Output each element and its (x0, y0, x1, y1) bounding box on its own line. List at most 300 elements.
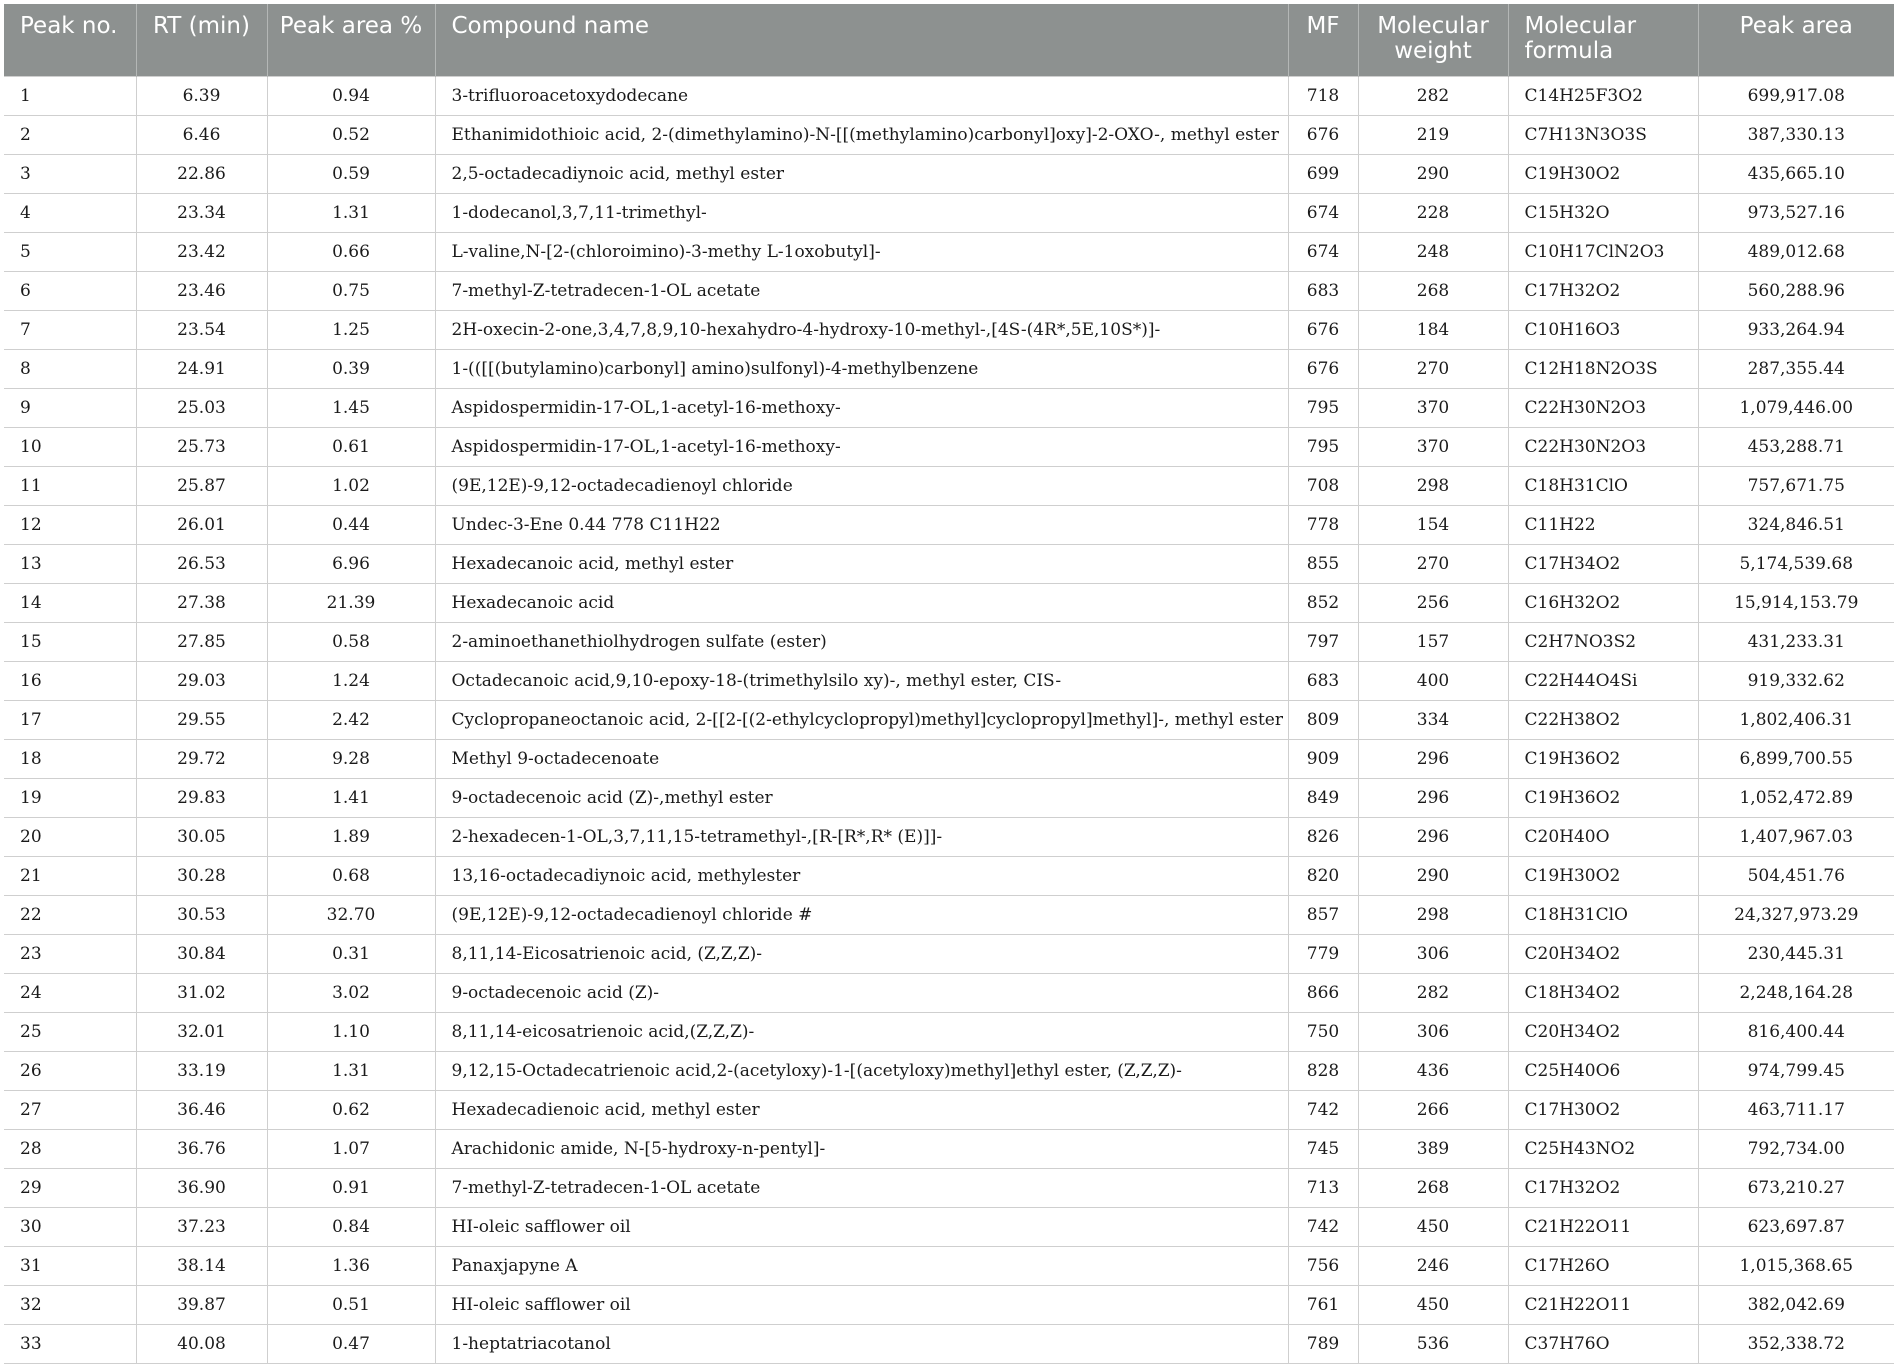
table-row (4, 1129, 1894, 1168)
compound-name-cell: 9,12,15-Octadecatrienoic acid,2-(acetyloxy)-1-[(acetyloxy)methyl]ethyl ester, (Z,Z,Z)- (435, 1051, 1288, 1090)
mf-cell: 909 (1288, 739, 1358, 778)
molecular-formula-cell: C17H32O2 (1508, 271, 1698, 310)
table-row (4, 856, 1894, 895)
molecular-weight-cell: 248 (1358, 232, 1508, 271)
rt-cell: 29.03 (136, 661, 267, 700)
header-rt: RT (min) (136, 4, 267, 76)
table-row (4, 700, 1894, 739)
peak-area-cell: 1,052,472.89 (1698, 778, 1894, 817)
mf-cell: 676 (1288, 115, 1358, 154)
rt-cell: 22.86 (136, 154, 267, 193)
molecular-formula-cell: C22H44O4Si (1508, 661, 1698, 700)
table-row (4, 310, 1894, 349)
molecular-formula-cell: C7H13N3O3S (1508, 115, 1698, 154)
molecular-formula-cell: C18H34O2 (1508, 973, 1698, 1012)
peak-area-percent-cell: 0.66 (267, 232, 435, 271)
compound-name-cell: 3-trifluoroacetoxydodecane (435, 76, 1288, 115)
table-row (4, 661, 1894, 700)
peak-area-percent-cell: 0.58 (267, 622, 435, 661)
peak-area-percent-cell: 0.84 (267, 1207, 435, 1246)
table-row (4, 1207, 1894, 1246)
compound-name-cell: 1-heptatriacotanol (435, 1324, 1288, 1363)
molecular-formula-cell: C18H31ClO (1508, 466, 1698, 505)
peak-no-cell: 20 (4, 817, 136, 856)
molecular-weight-cell: 306 (1358, 934, 1508, 973)
mf-cell: 676 (1288, 310, 1358, 349)
molecular-weight-cell: 298 (1358, 466, 1508, 505)
molecular-formula-cell: C21H22O11 (1508, 1207, 1698, 1246)
peak-no-cell: 7 (4, 310, 136, 349)
table-row (4, 271, 1894, 310)
molecular-formula-cell: C25H40O6 (1508, 1051, 1698, 1090)
peak-area-percent-cell: 0.61 (267, 427, 435, 466)
molecular-weight-cell: 268 (1358, 271, 1508, 310)
molecular-weight-cell: 334 (1358, 700, 1508, 739)
peak-area-cell: 1,407,967.03 (1698, 817, 1894, 856)
peak-area-cell: 919,332.62 (1698, 661, 1894, 700)
peak-no-cell: 12 (4, 505, 136, 544)
mf-cell: 849 (1288, 778, 1358, 817)
peak-area-percent-cell: 0.59 (267, 154, 435, 193)
peak-no-cell: 11 (4, 466, 136, 505)
peak-no-cell: 15 (4, 622, 136, 661)
molecular-formula-cell: C20H40O (1508, 817, 1698, 856)
table-row (4, 1012, 1894, 1051)
rt-cell: 24.91 (136, 349, 267, 388)
compound-name-cell: HI-oleic safflower oil (435, 1207, 1288, 1246)
peak-area-percent-cell: 1.45 (267, 388, 435, 427)
table-row (4, 154, 1894, 193)
rt-cell: 30.05 (136, 817, 267, 856)
peak-no-cell: 28 (4, 1129, 136, 1168)
peak-no-cell: 2 (4, 115, 136, 154)
mf-cell: 756 (1288, 1246, 1358, 1285)
molecular-formula-cell: C25H43NO2 (1508, 1129, 1698, 1168)
rt-cell: 36.90 (136, 1168, 267, 1207)
table-row (4, 544, 1894, 583)
compound-name-cell: 2-aminoethanethiolhydrogen sulfate (ester) (435, 622, 1288, 661)
table-row (4, 466, 1894, 505)
peak-area-cell: 287,355.44 (1698, 349, 1894, 388)
mf-cell: 750 (1288, 1012, 1358, 1051)
mf-cell: 718 (1288, 76, 1358, 115)
mf-cell: 779 (1288, 934, 1358, 973)
compound-name-cell: Hexadecanoic acid, methyl ester (435, 544, 1288, 583)
rt-cell: 30.53 (136, 895, 267, 934)
mf-cell: 761 (1288, 1285, 1358, 1324)
peak-area-percent-cell: 1.41 (267, 778, 435, 817)
peak-no-cell: 33 (4, 1324, 136, 1363)
peak-area-percent-cell: 0.44 (267, 505, 435, 544)
peak-no-cell: 6 (4, 271, 136, 310)
rt-cell: 23.46 (136, 271, 267, 310)
peak-area-percent-cell: 0.68 (267, 856, 435, 895)
molecular-weight-cell: 296 (1358, 739, 1508, 778)
peak-no-cell: 25 (4, 1012, 136, 1051)
molecular-weight-cell: 219 (1358, 115, 1508, 154)
rt-cell: 30.84 (136, 934, 267, 973)
peak-area-percent-cell: 0.47 (267, 1324, 435, 1363)
molecular-weight-cell: 266 (1358, 1090, 1508, 1129)
mf-cell: 826 (1288, 817, 1358, 856)
header-molecular-formula: Molecular formula (1508, 4, 1698, 76)
peak-area-percent-cell: 1.02 (267, 466, 435, 505)
peak-area-percent-cell: 21.39 (267, 583, 435, 622)
peak-no-cell: 16 (4, 661, 136, 700)
peak-area-cell: 673,210.27 (1698, 1168, 1894, 1207)
table-row (4, 739, 1894, 778)
molecular-weight-cell: 370 (1358, 427, 1508, 466)
peak-no-cell: 21 (4, 856, 136, 895)
molecular-formula-cell: C22H30N2O3 (1508, 427, 1698, 466)
molecular-weight-cell: 296 (1358, 817, 1508, 856)
molecular-formula-cell: C19H36O2 (1508, 739, 1698, 778)
compound-name-cell: Cyclopropaneoctanoic acid, 2-[[2-[(2-ethylcyclopropyl)methyl]cyclopropyl]methyl]-, methyl ester (435, 700, 1288, 739)
compound-name-cell: Methyl 9-octadecenoate (435, 739, 1288, 778)
molecular-formula-cell: C20H34O2 (1508, 934, 1698, 973)
peak-area-percent-cell: 0.52 (267, 115, 435, 154)
mf-cell: 745 (1288, 1129, 1358, 1168)
peak-area-cell: 435,665.10 (1698, 154, 1894, 193)
molecular-weight-cell: 306 (1358, 1012, 1508, 1051)
table-row (4, 115, 1894, 154)
mf-cell: 683 (1288, 661, 1358, 700)
compound-name-cell: 2-hexadecen-1-OL,3,7,11,15-tetramethyl-,[R-[R*,R* (E)]]- (435, 817, 1288, 856)
peak-no-cell: 1 (4, 76, 136, 115)
rt-cell: 32.01 (136, 1012, 267, 1051)
header-compound-name: Compound name (435, 4, 1288, 76)
peak-area-cell: 1,079,446.00 (1698, 388, 1894, 427)
compound-name-cell: Hexadecanoic acid (435, 583, 1288, 622)
molecular-formula-cell: C17H34O2 (1508, 544, 1698, 583)
compound-name-cell: Aspidospermidin-17-OL,1-acetyl-16-methoxy- (435, 388, 1288, 427)
molecular-weight-cell: 268 (1358, 1168, 1508, 1207)
molecular-formula-cell: C2H7NO3S2 (1508, 622, 1698, 661)
rt-cell: 29.55 (136, 700, 267, 739)
molecular-weight-cell: 282 (1358, 76, 1508, 115)
table-row (4, 1324, 1894, 1363)
molecular-formula-cell: C17H30O2 (1508, 1090, 1698, 1129)
compound-name-cell: Octadecanoic acid,9,10-epoxy-18-(trimethylsilo xy)-, methyl ester, CIS- (435, 661, 1288, 700)
rt-cell: 6.39 (136, 76, 267, 115)
peak-area-cell: 5,174,539.68 (1698, 544, 1894, 583)
rt-cell: 25.73 (136, 427, 267, 466)
peak-area-cell: 431,233.31 (1698, 622, 1894, 661)
molecular-weight-cell: 296 (1358, 778, 1508, 817)
peak-area-percent-cell: 1.24 (267, 661, 435, 700)
molecular-weight-cell: 400 (1358, 661, 1508, 700)
molecular-weight-cell: 270 (1358, 544, 1508, 583)
mf-cell: 676 (1288, 349, 1358, 388)
molecular-weight-cell: 154 (1358, 505, 1508, 544)
peak-area-percent-cell: 0.75 (267, 271, 435, 310)
compound-name-cell: Undec-3-Ene 0.44 778 C11H22 (435, 505, 1288, 544)
peak-no-cell: 27 (4, 1090, 136, 1129)
peak-area-cell: 504,451.76 (1698, 856, 1894, 895)
peak-area-cell: 387,330.13 (1698, 115, 1894, 154)
peak-no-cell: 5 (4, 232, 136, 271)
rt-cell: 6.46 (136, 115, 267, 154)
peak-area-percent-cell: 0.51 (267, 1285, 435, 1324)
molecular-weight-cell: 298 (1358, 895, 1508, 934)
mf-cell: 828 (1288, 1051, 1358, 1090)
compound-name-cell: 8,11,14-eicosatrienoic acid,(Z,Z,Z)- (435, 1012, 1288, 1051)
compound-name-cell: 2,5-octadecadiynoic acid, methyl ester (435, 154, 1288, 193)
rt-cell: 27.85 (136, 622, 267, 661)
molecular-weight-cell: 290 (1358, 154, 1508, 193)
table-row (4, 895, 1894, 934)
peak-no-cell: 26 (4, 1051, 136, 1090)
rt-cell: 29.83 (136, 778, 267, 817)
mf-cell: 742 (1288, 1207, 1358, 1246)
rt-cell: 25.03 (136, 388, 267, 427)
compound-name-cell: 13,16-octadecadiynoic acid, methylester (435, 856, 1288, 895)
mf-cell: 742 (1288, 1090, 1358, 1129)
molecular-weight-cell: 450 (1358, 1285, 1508, 1324)
peak-area-percent-cell: 0.94 (267, 76, 435, 115)
molecular-formula-cell: C19H30O2 (1508, 154, 1698, 193)
molecular-formula-cell: C12H18N2O3S (1508, 349, 1698, 388)
peak-area-percent-cell: 9.28 (267, 739, 435, 778)
peak-area-cell: 453,288.71 (1698, 427, 1894, 466)
peak-area-cell: 560,288.96 (1698, 271, 1894, 310)
mf-cell: 809 (1288, 700, 1358, 739)
compound-name-cell: 9-octadecenoic acid (Z)- (435, 973, 1288, 1012)
peak-area-percent-cell: 32.70 (267, 895, 435, 934)
rt-cell: 37.23 (136, 1207, 267, 1246)
mf-cell: 674 (1288, 232, 1358, 271)
peak-no-cell: 4 (4, 193, 136, 232)
peak-no-cell: 30 (4, 1207, 136, 1246)
peak-area-percent-cell: 0.31 (267, 934, 435, 973)
mf-cell: 683 (1288, 271, 1358, 310)
rt-cell: 30.28 (136, 856, 267, 895)
rt-cell: 40.08 (136, 1324, 267, 1363)
molecular-formula-cell: C22H30N2O3 (1508, 388, 1698, 427)
molecular-weight-cell: 450 (1358, 1207, 1508, 1246)
peak-no-cell: 23 (4, 934, 136, 973)
compound-name-cell: 7-methyl-Z-tetradecen-1-OL acetate (435, 1168, 1288, 1207)
header-peak-area-percent: Peak area % (267, 4, 435, 76)
molecular-formula-cell: C16H32O2 (1508, 583, 1698, 622)
mf-cell: 674 (1288, 193, 1358, 232)
molecular-formula-cell: C22H38O2 (1508, 700, 1698, 739)
rt-cell: 36.76 (136, 1129, 267, 1168)
compound-name-cell: Arachidonic amide, N-[5-hydroxy-n-pentyl]- (435, 1129, 1288, 1168)
molecular-weight-cell: 282 (1358, 973, 1508, 1012)
molecular-formula-cell: C11H22 (1508, 505, 1698, 544)
peak-area-cell: 757,671.75 (1698, 466, 1894, 505)
table-row (4, 622, 1894, 661)
peak-area-cell: 816,400.44 (1698, 1012, 1894, 1051)
peak-area-cell: 463,711.17 (1698, 1090, 1894, 1129)
header-peak-area: Peak area (1698, 4, 1894, 76)
table-row (4, 1090, 1894, 1129)
peak-area-cell: 1,015,368.65 (1698, 1246, 1894, 1285)
table-row (4, 817, 1894, 856)
header-molecular-weight: Molecular weight (1358, 4, 1508, 76)
molecular-formula-cell: C17H26O (1508, 1246, 1698, 1285)
compound-name-cell: 1-dodecanol,3,7,11-trimethyl- (435, 193, 1288, 232)
rt-cell: 39.87 (136, 1285, 267, 1324)
rt-cell: 27.38 (136, 583, 267, 622)
molecular-weight-cell: 536 (1358, 1324, 1508, 1363)
mf-cell: 699 (1288, 154, 1358, 193)
molecular-weight-cell: 184 (1358, 310, 1508, 349)
rt-cell: 31.02 (136, 973, 267, 1012)
mf-cell: 820 (1288, 856, 1358, 895)
molecular-formula-cell: C37H76O (1508, 1324, 1698, 1363)
peak-area-cell: 352,338.72 (1698, 1324, 1894, 1363)
compound-name-cell: 9-octadecenoic acid (Z)-,methyl ester (435, 778, 1288, 817)
mf-cell: 778 (1288, 505, 1358, 544)
table-row (4, 505, 1894, 544)
rt-cell: 23.34 (136, 193, 267, 232)
peak-no-cell: 24 (4, 973, 136, 1012)
compound-name-cell: L-valine,N-[2-(chloroimino)-3-methy L-1oxobutyl]- (435, 232, 1288, 271)
compound-name-cell: Hexadecadienoic acid, methyl ester (435, 1090, 1288, 1129)
rt-cell: 26.01 (136, 505, 267, 544)
peak-area-percent-cell: 1.10 (267, 1012, 435, 1051)
peak-area-cell: 230,445.31 (1698, 934, 1894, 973)
peak-area-percent-cell: 3.02 (267, 973, 435, 1012)
rt-cell: 36.46 (136, 1090, 267, 1129)
rt-cell: 38.14 (136, 1246, 267, 1285)
molecular-formula-cell: C19H36O2 (1508, 778, 1698, 817)
peak-area-percent-cell: 1.25 (267, 310, 435, 349)
table-body (4, 76, 1894, 1363)
table-row (4, 76, 1894, 115)
table-row (4, 778, 1894, 817)
table-row (4, 193, 1894, 232)
molecular-formula-cell: C15H32O (1508, 193, 1698, 232)
molecular-weight-cell: 228 (1358, 193, 1508, 232)
peak-area-cell: 623,697.87 (1698, 1207, 1894, 1246)
table-row (4, 1285, 1894, 1324)
mf-cell: 852 (1288, 583, 1358, 622)
molecular-weight-cell: 436 (1358, 1051, 1508, 1090)
molecular-weight-cell: 157 (1358, 622, 1508, 661)
header-row (4, 4, 1894, 76)
peak-area-cell: 2,248,164.28 (1698, 973, 1894, 1012)
molecular-weight-cell: 270 (1358, 349, 1508, 388)
mf-cell: 866 (1288, 973, 1358, 1012)
molecular-formula-cell: C10H17ClN2O3 (1508, 232, 1698, 271)
compound-name-cell: 7-methyl-Z-tetradecen-1-OL acetate (435, 271, 1288, 310)
peak-area-percent-cell: 1.36 (267, 1246, 435, 1285)
rt-cell: 33.19 (136, 1051, 267, 1090)
peak-area-percent-cell: 2.42 (267, 700, 435, 739)
header-mf: MF (1288, 4, 1358, 76)
table-row (4, 1051, 1894, 1090)
compound-name-cell: (9E,12E)-9,12-octadecadienoyl chloride (435, 466, 1288, 505)
peak-area-cell: 974,799.45 (1698, 1051, 1894, 1090)
peak-area-cell: 933,264.94 (1698, 310, 1894, 349)
rt-cell: 23.54 (136, 310, 267, 349)
peak-no-cell: 14 (4, 583, 136, 622)
peak-area-percent-cell: 1.07 (267, 1129, 435, 1168)
compound-table (4, 4, 1894, 1364)
molecular-formula-cell: C19H30O2 (1508, 856, 1698, 895)
compound-table-container (4, 4, 1894, 1364)
header-peak-no: Peak no. (4, 4, 136, 76)
peak-no-cell: 32 (4, 1285, 136, 1324)
table-row (4, 349, 1894, 388)
peak-area-percent-cell: 1.31 (267, 193, 435, 232)
molecular-formula-cell: C10H16O3 (1508, 310, 1698, 349)
compound-name-cell: 1-(([[(butylamino)carbonyl] amino)sulfonyl)-4-methylbenzene (435, 349, 1288, 388)
peak-area-percent-cell: 0.91 (267, 1168, 435, 1207)
peak-area-percent-cell: 0.62 (267, 1090, 435, 1129)
peak-no-cell: 17 (4, 700, 136, 739)
peak-no-cell: 10 (4, 427, 136, 466)
table-row (4, 934, 1894, 973)
molecular-formula-cell: C17H32O2 (1508, 1168, 1698, 1207)
peak-no-cell: 18 (4, 739, 136, 778)
table-row (4, 1168, 1894, 1207)
molecular-formula-cell: C20H34O2 (1508, 1012, 1698, 1051)
peak-area-cell: 324,846.51 (1698, 505, 1894, 544)
rt-cell: 25.87 (136, 466, 267, 505)
peak-no-cell: 29 (4, 1168, 136, 1207)
mf-cell: 857 (1288, 895, 1358, 934)
molecular-weight-cell: 370 (1358, 388, 1508, 427)
peak-area-percent-cell: 1.89 (267, 817, 435, 856)
rt-cell: 29.72 (136, 739, 267, 778)
mf-cell: 855 (1288, 544, 1358, 583)
peak-area-percent-cell: 1.31 (267, 1051, 435, 1090)
molecular-weight-cell: 290 (1358, 856, 1508, 895)
molecular-weight-cell: 246 (1358, 1246, 1508, 1285)
table-row (4, 1246, 1894, 1285)
compound-name-cell: Ethanimidothioic acid, 2-(dimethylamino)-N-[[(methylamino)carbonyl]oxy]-2-OXO-, methyl ester (435, 115, 1288, 154)
peak-no-cell: 19 (4, 778, 136, 817)
mf-cell: 713 (1288, 1168, 1358, 1207)
peak-no-cell: 13 (4, 544, 136, 583)
peak-area-cell: 699,917.08 (1698, 76, 1894, 115)
peak-area-percent-cell: 6.96 (267, 544, 435, 583)
molecular-weight-cell: 256 (1358, 583, 1508, 622)
peak-area-cell: 15,914,153.79 (1698, 583, 1894, 622)
peak-area-cell: 382,042.69 (1698, 1285, 1894, 1324)
peak-no-cell: 9 (4, 388, 136, 427)
peak-area-cell: 6,899,700.55 (1698, 739, 1894, 778)
peak-area-cell: 792,734.00 (1698, 1129, 1894, 1168)
rt-cell: 26.53 (136, 544, 267, 583)
peak-no-cell: 31 (4, 1246, 136, 1285)
peak-area-cell: 24,327,973.29 (1698, 895, 1894, 934)
mf-cell: 795 (1288, 427, 1358, 466)
mf-cell: 708 (1288, 466, 1358, 505)
mf-cell: 789 (1288, 1324, 1358, 1363)
peak-no-cell: 8 (4, 349, 136, 388)
peak-area-cell: 1,802,406.31 (1698, 700, 1894, 739)
mf-cell: 797 (1288, 622, 1358, 661)
compound-name-cell: 2H-oxecin-2-one,3,4,7,8,9,10-hexahydro-4-hydroxy-10-methyl-,[4S-(4R*,5E,10S*)]- (435, 310, 1288, 349)
table-row (4, 232, 1894, 271)
peak-no-cell: 22 (4, 895, 136, 934)
molecular-formula-cell: C21H22O11 (1508, 1285, 1698, 1324)
table-row (4, 427, 1894, 466)
molecular-formula-cell: C18H31ClO (1508, 895, 1698, 934)
peak-area-percent-cell: 0.39 (267, 349, 435, 388)
compound-name-cell: Aspidospermidin-17-OL,1-acetyl-16-methoxy- (435, 427, 1288, 466)
molecular-formula-cell: C14H25F3O2 (1508, 76, 1698, 115)
peak-area-cell: 973,527.16 (1698, 193, 1894, 232)
rt-cell: 23.42 (136, 232, 267, 271)
mf-cell: 795 (1288, 388, 1358, 427)
peak-no-cell: 3 (4, 154, 136, 193)
